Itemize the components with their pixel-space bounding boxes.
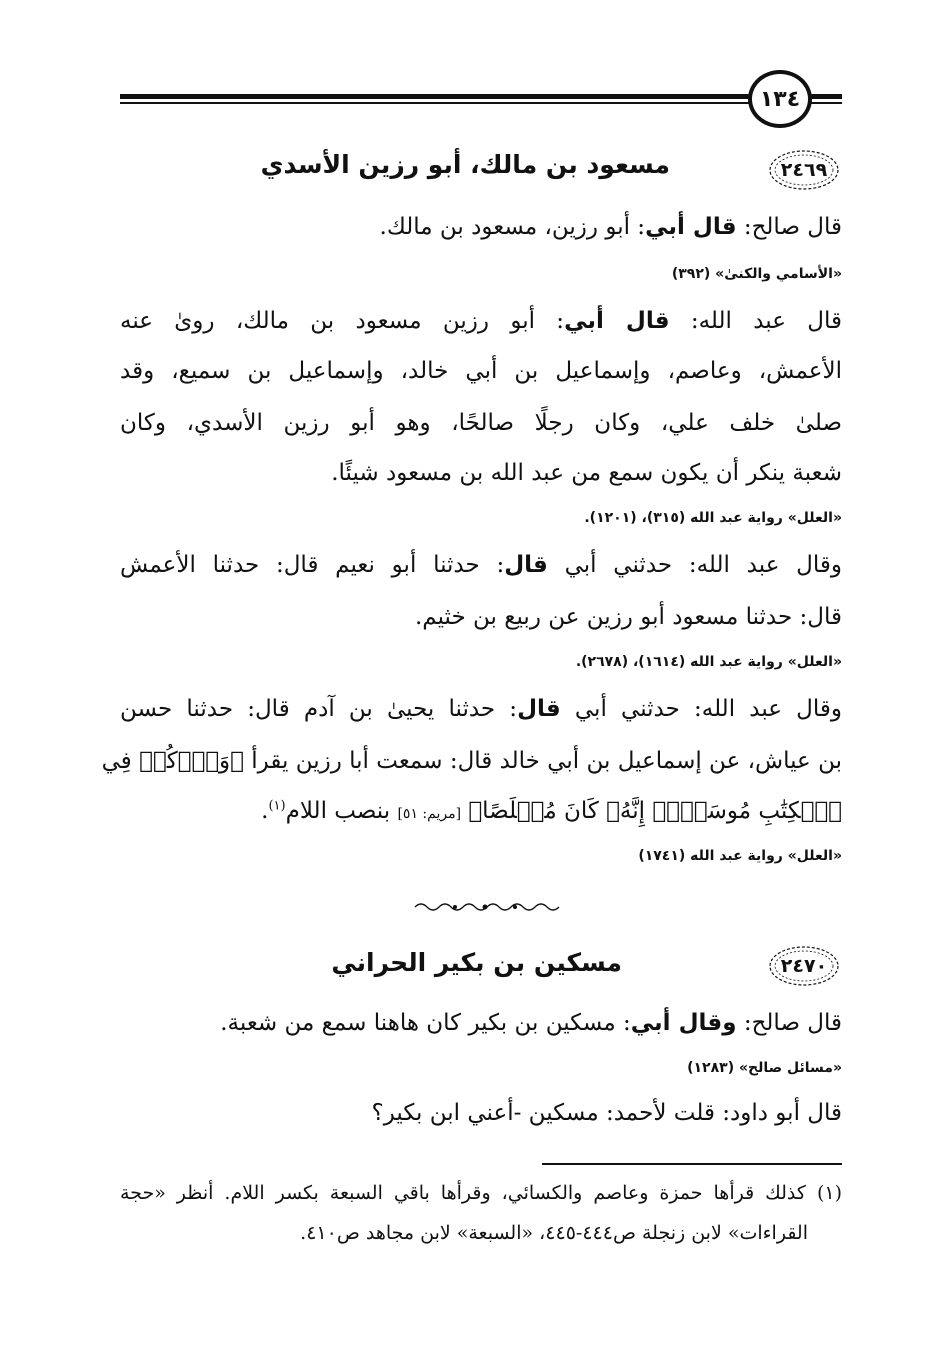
source-citation: «مسائل صالح» (١٢٨٣) [687, 1060, 842, 1076]
paragraph-line [261, 798, 842, 824]
entry-number: ٢٤٧٠ [780, 955, 828, 977]
footnote-line [120, 1182, 842, 1204]
page-number [748, 70, 812, 128]
paragraph-line: قال أبو داود: قلت لأحمد: مسكين -أعني ابن بكير؟ [371, 1100, 842, 1126]
entry-title: مسكين بن بكير الحراني [331, 948, 622, 977]
bold-text: قال [504, 552, 548, 578]
entry-number-badge [766, 944, 842, 988]
bold-text: قال أبي [645, 214, 737, 240]
source-citation: «الأسامي والكنىٰ» (٣٩٢) [671, 266, 842, 282]
paragraph-line: بن عياش، عن إسماعيل بن أبي خالد قال: سمعت أبا رزين يقرأ ﴿وَٱذۡكُرۡ فِي [101, 748, 842, 774]
quran-verse: ٱلۡكِتَٰبِ مُوسَىٰٓۚ إِنَّهُۥ كَانَ مُخۡلَصًا﴾ [468, 798, 842, 824]
source-citation: «العلل» رواية عبد الله (١٦١٤)، (٢٦٧٨). [575, 654, 842, 670]
paragraph-line: قال: حدثنا مسعود أبو رزين عن ربيع بن خثيم. [415, 604, 842, 630]
text-span: قال عبد الله: [669, 308, 842, 334]
header-rule-right [808, 94, 842, 99]
paragraph-line: شعبة ينكر أن يكون سمع من عبد الله بن مسعود شيئًا. [331, 460, 842, 486]
footnote-number: (١) [816, 1182, 842, 1204]
paragraph-line: صلیٰ خلف علي، وكان رجلًا صالحًا، وهو أبو رزين الأسدي، وكان [120, 410, 842, 436]
footnote-rule [542, 1163, 842, 1165]
text-span: : حدثنا يحيىٰ بن آدم قال: حدثنا حسن [120, 696, 518, 722]
text-span: قال صالح: [736, 1010, 842, 1036]
footnote-line: القراءات» لابن زنجلة ص٤٤٤-٤٤٥، «السبعة» لابن مجاهد ص٤١٠. [300, 1222, 808, 1244]
footnote-marker: (١) [268, 798, 286, 814]
header-rule [120, 94, 752, 99]
text-span: . [261, 798, 269, 824]
text-span: وقال عبد الله: حدثني أبي [547, 552, 842, 578]
bold-text: قال أبي [564, 308, 670, 334]
ornament-divider-icon [410, 900, 560, 914]
text-span: قال صالح: [736, 214, 842, 240]
text-span: : أبو رزين، مسعود بن مالك. [379, 214, 646, 240]
paragraph-line [120, 308, 842, 334]
paragraph-line [120, 552, 842, 578]
paragraph-line: الأعمش، وعاصم، وإسماعيل بن أبي خالد، وإسماعيل بن سميع، وقد [120, 358, 842, 384]
paragraph-line [120, 696, 842, 722]
text-span: بنصب اللام [285, 798, 398, 824]
text-span: : مسكين بن بكير كان هاهنا سمع من شعبة. [220, 1010, 631, 1036]
entry-number: ٢٤٦٩ [780, 159, 828, 181]
paragraph-line [380, 214, 842, 240]
verse-reference: [مريم: ٥١] [397, 806, 462, 822]
text-span: وقال عبد الله: حدثني أبي [560, 696, 842, 722]
text-span: : حدثنا أبو نعيم قال: حدثنا الأعمش [120, 552, 505, 578]
page-number-text: ١٣٤ [759, 86, 801, 112]
text-span: : أبو رزين مسعود بن مالك، رویٰ عنه [120, 308, 565, 334]
paragraph-line [220, 1010, 842, 1036]
entry-number-badge [766, 148, 842, 192]
bold-text: قال [517, 696, 561, 722]
entry-title: مسعود بن مالك، أبو رزين الأسدي [260, 150, 670, 179]
bold-text: وقال أبي [630, 1010, 737, 1036]
source-citation: «العلل» رواية عبد الله (١٧٤١) [638, 848, 842, 864]
header-rule-right-thin [808, 102, 842, 104]
header-rule-thin [120, 102, 752, 104]
text-span: كذلك قرأها حمزة وعاصم والكسائي، وقرأها باقي السبعة بكسر اللام. أنظر «حجة [120, 1182, 806, 1204]
source-citation: «العلل» رواية عبد الله (٣١٥)، (١٢٠١). [584, 510, 842, 526]
